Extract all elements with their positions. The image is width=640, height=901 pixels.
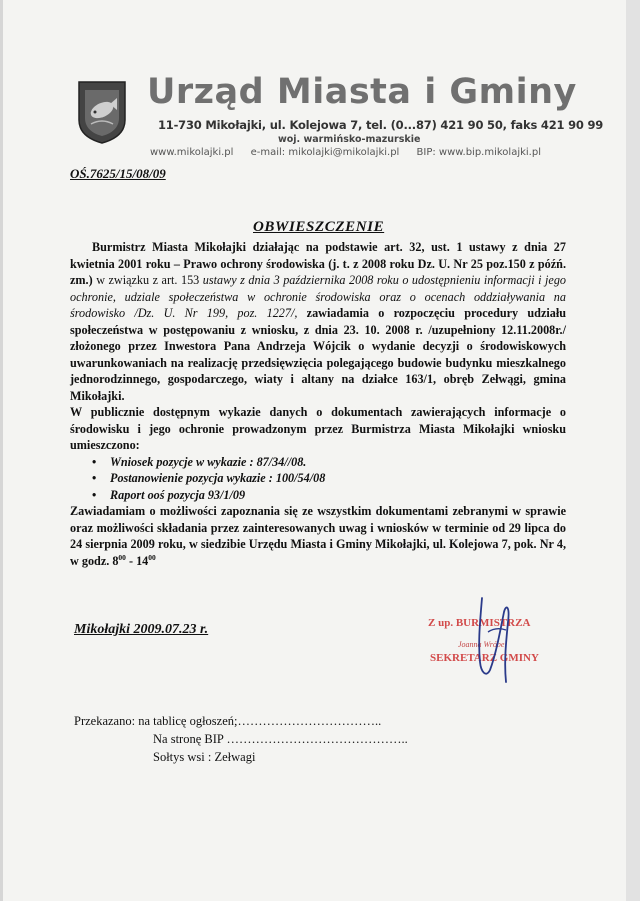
document-heading: OBWIESZCZENIE [253, 219, 385, 235]
coat-of-arms-icon [77, 80, 127, 144]
p1-bold-a: Burmistrz Miasta Mikołajki działając na podstawie art. 32, ust. 1 ustawy z dnia 27 kwietnia 2001 roku – Prawo ochrony środowiska (j. t. z 2008 roku Dz. U. Nr 25 poz.150 z późń. zm.) [70, 240, 566, 287]
list-item: • Postanowienie pozycja wykazie : 100/54/08 [110, 470, 566, 487]
place-and-date: Mikołajki 2009.07.23 r. [74, 622, 209, 637]
stamp-line-1: Z up. BURMISTRZA [428, 617, 531, 629]
bip-link[interactable]: BIP: www.bip.mikolajki.pl [416, 147, 541, 158]
register-list [70, 454, 566, 504]
list-item: • Raport ooś pozycja 93/1/09 [110, 487, 566, 504]
signature-icon [460, 592, 530, 687]
scan-edge-strip [626, 0, 640, 901]
office-name: Urząd Miasta i Gminy [147, 72, 577, 112]
hour-start-minutes: 00 [118, 552, 126, 562]
office-region: woj. warmińsko-mazurskie [278, 134, 421, 145]
paragraph-2: W publicznie dostępnym wykazie danych o dokumentach zawierających informacje o środowisku i jego ochronie prowadzonym przez Burmistrza Miasta Mikołajki wniosku umieszczono: [70, 405, 566, 452]
office-contacts [150, 147, 555, 158]
distribution-line-3: Sołtys wsi : Zełwagi [153, 750, 256, 764]
office-address: 11-730 Mikołajki, ul. Kolejowa 7, tel. (0...87) 421 90 50, faks 421 90 99 [158, 118, 604, 132]
stamp-line-2: Joanna Wróbel [458, 640, 507, 649]
list-item: • Wniosek pozycje w wykazie : 87/34//08. [110, 454, 566, 471]
reference-number: OŚ.7625/15/08/09 [70, 166, 166, 181]
distribution-line-2: Na stronę BIP …………………………………….. [153, 732, 408, 746]
scan-edge-shadow [0, 0, 3, 901]
distribution-line-1: Przekazano: na tablicę ogłoszeń;…………………………….. [74, 714, 382, 728]
p1-normal-a: w związku z art. 153 [92, 273, 203, 287]
notice-body [70, 239, 566, 569]
email-link[interactable]: e-mail: mikolajki@mikolajki.pl [250, 147, 400, 158]
p1-italic: ustawy z dnia 3 października 2008 roku o udostępnieniu informacji i jego ochronie, udziale społeczeństwa w ochronie środowiska oraz o ocenach oddziaływania na środowisko /Dz. U. Nr 199, poz. 1227/, [70, 273, 567, 320]
paragraph-3 [70, 503, 566, 569]
p3-text: Zawiadamiam o możliwości zapoznania się ze wszystkim dokumentami zebranymi w sprawie oraz możliwości składania przez zainteresowanych uwag i wniosków w terminie od 29 lipca do 24 sierpnia 2009 roku, w siedzibie Urzędu Miasta i Gminy Mikołajki, ul. Kolejowa 7, pok. Nr 4, w godz. 8 [70, 504, 566, 568]
hour-end-minutes: 00 [148, 552, 156, 562]
stamp-line-3: SEKRETARZ GMINY [430, 652, 539, 664]
paragraph-1 [70, 239, 566, 404]
website-link[interactable]: www.mikolajki.pl [150, 147, 234, 158]
p1-bold-b: zawiadamia o rozpoczęciu procedury udziału społeczeństwa w postępowaniu z wniosku, z dnia 23. 10. 2008 r. /uzupełniony 12.11.2008r./ złożonego przez Inwestora Pana Andrzeja Wójcik o wydanie decyzji o środowiskowych uwarunkowaniach na realizację przedsięwzięcia polegającego budowie budynku mieszkalnego jednorodzinnego, gospodarczego, wiaty i altany na działce 163/1, obręb Zełwągi, gmina Mikołajki. [70, 306, 566, 403]
p3-dash: - 14 [125, 553, 149, 568]
